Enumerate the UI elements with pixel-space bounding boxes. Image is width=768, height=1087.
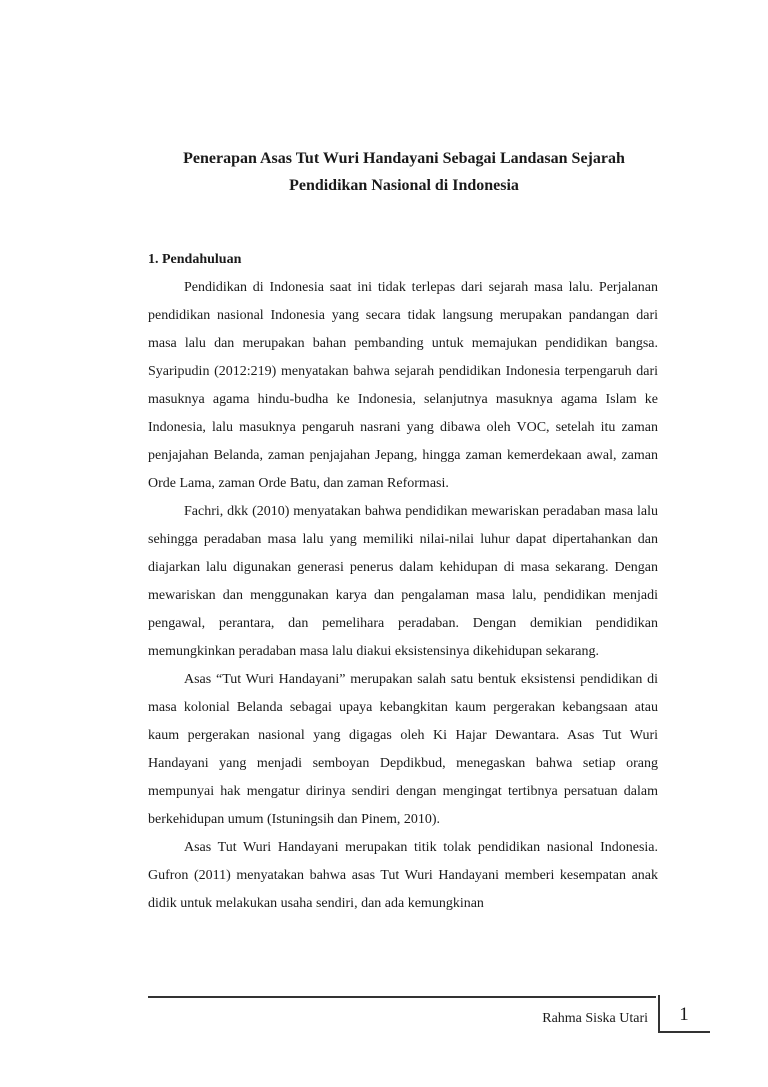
paragraph-1: Pendidikan di Indonesia saat ini tidak terlepas dari sejarah masa lalu. Perjalanan pendidikan nasional Indonesia yang secara tidak langsung merupakan pandangan dari masa lalu dan merupakan bahan pembanding untuk memajukan pendidikan bangsa. Syaripudin (2012:219) menyatakan bahwa sejarah pendidikan Indonesia terpengaruh dari masuknya agama hindu-budha ke Indonesia, selanjutnya masuknya agama Islam ke Indonesia, lalu masuknya pengaruh nasrani yang dibawa oleh VOC, setelah itu zaman penjajahan Belanda, zaman penjajahan Jepang, hingga zaman kemerdekaan awal, zaman Orde Lama, zaman Orde Batu, dan zaman Reformasi. [148, 280, 658, 491]
paragraph-4: Asas Tut Wuri Handayani merupakan titik tolak pendidikan nasional Indonesia. Gufron (2011) menyatakan bahwa asas Tut Wuri Handayani memberi kesempatan anak didik untuk melakukan usaha sendiri, dan ada kemungkinan [148, 840, 658, 911]
section-heading: 1. Pendahuluan [148, 252, 242, 267]
document-body [148, 274, 658, 918]
document-title-line-2: Pendidikan Nasional di Indonesia [289, 177, 519, 194]
page-number: 1 [679, 1004, 689, 1025]
paragraph-3: Asas “Tut Wuri Handayani” merupakan salah satu bentuk eksistensi pendidikan di masa kolonial Belanda sebagai upaya kebangkitan kaum pergerakan kebangsaan atau kaum pergerakan nasional yang digagas oleh Ki Hajar Dewantara. Asas Tut Wuri Handayani yang menjadi semboyan Depdikbud, menegaskan bahwa setiap orang mempunyai hak mengatur dirinya sendiri dengan mengingat tertibnya persatuan dalam berkehidupan umum (Istuningsih dan Pinem, 2010). [148, 672, 658, 827]
paragraph-2: Fachri, dkk (2010) menyatakan bahwa pendidikan mewariskan peradaban masa lalu sehingga peradaban masa lalu yang memiliki nilai-nilai luhur dapat dipertahankan dan diajarkan lalu digunakan generasi penerus dalam kehidupan di masa sekarang. Dengan mewariskan dan menggunakan karya dan pengalaman masa lalu, pendidikan menjadi pengawal, perantara, dan pemelihara peradaban. Dengan demikian pendidikan memungkinkan peradaban masa lalu diakui eksistensinya dikehidupan sekarang. [148, 504, 658, 659]
footer-divider [148, 996, 656, 998]
footer-author: Rahma Siska Utari [542, 1011, 648, 1026]
document-title-line-1: Penerapan Asas Tut Wuri Handayani Sebagai Landasan Sejarah [183, 150, 625, 167]
